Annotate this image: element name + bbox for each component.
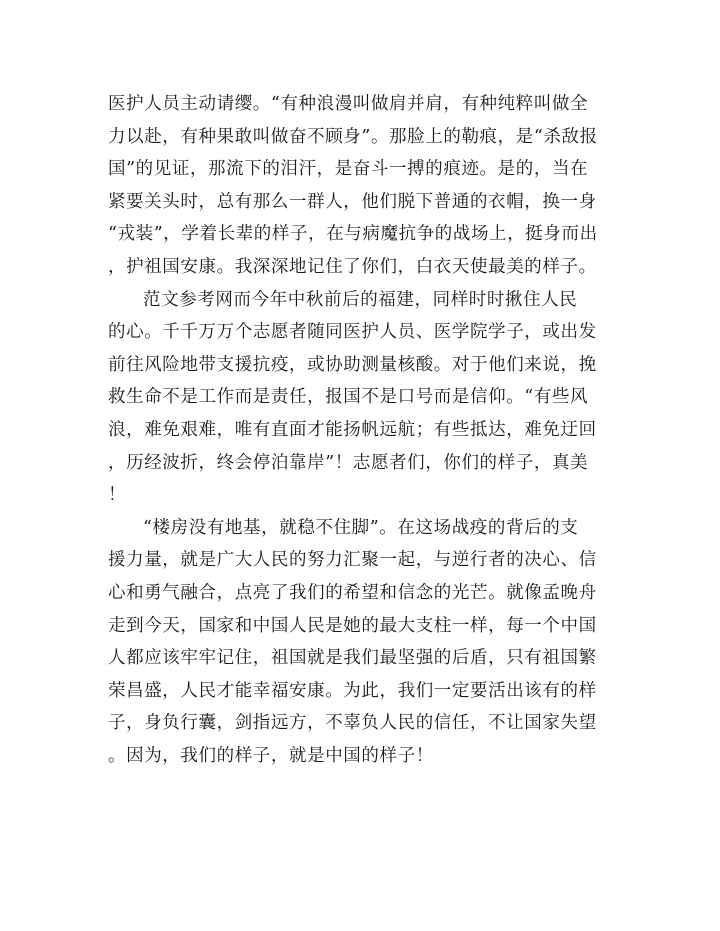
body-text	[108, 88, 628, 772]
text-line: 浪，难免艰难，唯有直面才能扬帆远航；有些抵达，难免迂回	[108, 419, 597, 440]
text-line: 。因为，我们的样子，就是中国的样子！	[108, 745, 434, 766]
text-line: 国”的见证，那流下的泪汗，是奋斗一搏的痕迹。是的，当在	[108, 159, 589, 180]
text-line: ，历经波折，终会停泊靠岸”！志愿者们，你们的样子，真美	[108, 452, 589, 473]
text-line: 前往风险地带支援抗疫，或协助测量核酸。对于他们来说，挽	[108, 354, 597, 375]
text-line: 力以赴，有种果敢叫做奋不顾身”。那脸上的勒痕，是“杀敌报	[108, 126, 598, 147]
text-line: 紧要关头时，总有那么一群人，他们脱下普通的衣帽，换一身	[108, 191, 597, 212]
text-line: 心和勇气融合，点亮了我们的希望和信念的光芒。就像孟晚舟	[108, 582, 597, 603]
text-line: “戎装”，学着长辈的样子，在与病魔抗争的战场上，挺身而出	[108, 224, 598, 245]
paragraph-3	[108, 512, 628, 773]
paragraph-2	[108, 284, 628, 512]
text-line: 走到今天，国家和中国人民是她的最大支柱一样，每一个中国	[108, 615, 597, 636]
text-line: 救生命不是工作而是责任，报国不是口号而是信仰。“有些风	[108, 387, 589, 408]
text-line: 荣昌盛，人民才能幸福安康。为此，我们一定要活出该有的样	[108, 680, 597, 701]
text-line: “楼房没有地基，就稳不住脚”。在这场战疫的背后的支	[143, 517, 579, 538]
text-line: 的心。千千万万个志愿者随同医护人员、医学院学子，或出发	[108, 322, 597, 343]
text-line: ！	[108, 485, 127, 506]
text-line: 医护人员主动请缨。“有种浪漫叫做肩并肩，有种纯粹叫做全	[108, 94, 589, 114]
text-line: ，护祖国安康。我深深地记住了你们，白衣天使最美的样子。	[108, 256, 597, 277]
paragraph-1	[108, 88, 628, 284]
text-line: 援力量，就是广大人民的努力汇聚一起，与逆行者的决心、信	[108, 550, 597, 571]
text-line: 人都应该牢牢记住，祖国就是我们最坚强的后盾，只有祖国繁	[108, 648, 597, 669]
text-line: 范文参考网而今年中秋前后的福建，同样时时揪住人民	[143, 289, 578, 310]
text-line: 子，身负行囊，剑指远方，不辜负人民的信任，不让国家失望	[108, 713, 597, 734]
